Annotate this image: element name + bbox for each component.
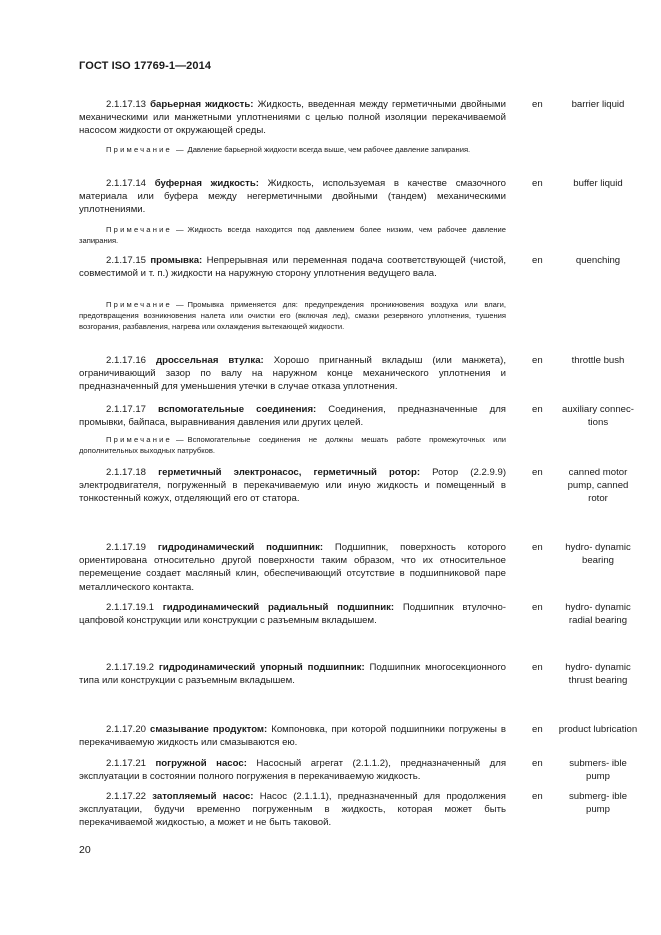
term-name: гидродинамический радиальный подшипник: [162, 602, 395, 613]
term-text: Подшипник многосекционного типа или конструкции с разъемным вкладышем. [79, 662, 507, 687]
term-equivalent: auxiliary connec- tions [562, 404, 634, 429]
term-number: 2.1.17.16 [106, 355, 147, 366]
term-language: en [532, 758, 543, 769]
term-name: затопляемый насос: [152, 791, 254, 802]
term-number: 2.1.17.17 [106, 404, 147, 415]
term-equivalent: quenching [575, 255, 621, 266]
term-equivalent: hydro- dynamic bearing [565, 542, 631, 567]
term-number: 2.1.17.20 [106, 724, 147, 735]
term-definition [79, 757, 506, 783]
term-name: промывка: [150, 255, 203, 266]
term-equivalent: canned motor pump, canned rotor [567, 467, 629, 505]
term-name: погружной насос: [155, 758, 247, 769]
term-text: Подшипник, поверхность которого ориентирована относительно другой поверхности таким образом, что их относительное перемещение создает масляный клин, обеспечивающий отсутствие в подшипниковой паре металлического контакта. [79, 542, 506, 593]
term-definition [79, 354, 506, 394]
term-note: Примечание — Промывка применяется для: предупреждения проникновения воздуха или влаги, предотвращения возникновения налета или очистки его (включая лед), смазки резервного уплотнения, тушения возгорания, разбавления, нагрева или охлаждения вытекающей жидкости. [79, 300, 506, 332]
term-language: en [532, 542, 543, 553]
term-language: en [532, 791, 543, 802]
term-equivalent: hydro- dynamic thrust bearing [565, 662, 631, 687]
term-text: Непрерывная или переменная подача соответствующей (чистой, совместимой и т. п.) жидкости на наружную сторону уплотнения ведущего вала. [79, 255, 507, 280]
term-text: Хорошо пригнанный вкладыш (или манжета), ограничивающий зазор по валу на наружном конце механического уплотнения и предназначенный для уменьшения утечки в случае отказа уплотнения. [79, 355, 506, 393]
term-number: 2.1.17.18 [106, 467, 147, 478]
term-name: гидродинамический упорный подшипник: [158, 662, 365, 673]
note-label: Примечание [106, 300, 172, 309]
term-text: Жидкость, введенная между герметичными двойными механическими или манжетными уплотнениями с целью полной изоляции перекачиваемой насосом жидкости от окружающей среды. [79, 99, 507, 137]
term-definition [79, 403, 506, 429]
note-label: Примечание [106, 145, 172, 154]
term-equivalent: throttle bush [571, 355, 625, 366]
term-name: барьерная жидкость: [150, 99, 254, 110]
term-definition [79, 541, 506, 594]
term-note: Примечание — Вспомогательные соединения не должны мешать работе промежуточных или дополнительных выходных патрубков. [79, 435, 506, 456]
term-equivalent: product lubrication [558, 724, 638, 735]
term-name: дроссельная втулка: [156, 355, 264, 366]
term-name: буферная жидкость: [154, 178, 259, 189]
term-equivalent: barrier liquid [571, 99, 625, 110]
note-text: Вспомогательные соединения не должны мешать работе промежуточных или дополнительных выходных патрубков. [79, 435, 506, 456]
term-number: 2.1.17.19.2 [106, 662, 155, 673]
term-language: en [532, 724, 543, 735]
term-equivalent: submerg- ible pump [568, 791, 628, 816]
term-name: гидродинамический подшипник: [157, 542, 324, 553]
term-definition [79, 601, 506, 627]
term-language: en [532, 255, 543, 266]
term-note: Примечание — Давление барьерной жидкости всегда выше, чем рабочее давление запирания. [79, 144, 506, 155]
note-text: Давление барьерной жидкости всегда выше, чем рабочее давление запирания. [187, 145, 471, 154]
term-definition [79, 466, 506, 506]
term-text: Ротор (2.2.9.9) электродвигателя, погруженный в перекачиваемую или иную жидкость и помещенный в тонкостенный кожух, отделяющий его от статора. [79, 467, 507, 505]
page-number: 20 [79, 844, 91, 856]
term-text: Соединения, предназначенные для промывки, байпаса, выравнивания давления или других целей. [79, 404, 506, 429]
term-definition [79, 177, 506, 217]
term-number: 2.1.17.21 [106, 758, 147, 769]
term-text: Жидкость, используемая в качестве смазочного материала или буфера между негерметичными двойными (тандем) механическими уплотнениями. [79, 178, 506, 216]
term-equivalent: submers- ible pump [569, 758, 627, 783]
term-number: 2.1.17.14 [106, 178, 147, 189]
term-name: герметичный электронасос, герметичный ротор: [158, 467, 421, 478]
note-label: Примечание [106, 435, 172, 444]
term-language: en [532, 662, 543, 673]
term-text: Подшипник втулочно-цапфовой конструкции или конструкции с разъемным вкладышем. [79, 602, 506, 627]
term-definition [79, 98, 506, 138]
term-text: Насосный агрегат (2.1.1.2), предназначенный для эксплуатации в состоянии полного погружения в перекачиваемую жидкость. [79, 758, 507, 783]
term-name: вспомогательные соединения: [158, 404, 317, 415]
term-number: 2.1.17.19 [106, 542, 147, 553]
term-language: en [532, 178, 543, 189]
term-text: Компоновка, при которой подшипники погружены в перекачиваемую жидкость или смазываются ею. [79, 724, 507, 749]
term-equivalent: buffer liquid [573, 178, 623, 189]
term-number: 2.1.17.13 [106, 99, 147, 110]
term-definition [79, 254, 506, 280]
term-number: 2.1.17.19.1 [106, 602, 155, 613]
note-label: Примечание [106, 225, 172, 234]
term-number: 2.1.17.22 [106, 791, 147, 802]
term-definition [79, 790, 506, 830]
term-definition [79, 723, 506, 749]
term-number: 2.1.17.15 [106, 255, 147, 266]
document-header: ГОСТ ISO 17769-1—2014 [79, 60, 212, 72]
term-language: en [532, 602, 543, 613]
term-name: смазывание продуктом: [150, 724, 268, 735]
term-equivalent: hydro- dynamic radial bearing [565, 602, 631, 627]
term-language: en [532, 99, 543, 110]
term-language: en [532, 404, 543, 415]
term-note: Примечание — Жидкость всегда находится под давлением более низким, чем рабочее давление запирания. [79, 225, 506, 246]
term-text: Насос (2.1.1.1), предназначенный для продолжения эксплуатации, будучи временно погруженным в жидкость, которая может быть перекачиваемой жидкостью, а может и не быть таковой. [79, 791, 506, 829]
term-language: en [532, 355, 543, 366]
term-language: en [532, 467, 543, 478]
term-definition [79, 661, 506, 687]
note-text: Жидкость всегда находится под давлением более низким, чем рабочее давление запирания. [79, 225, 506, 246]
note-text: Промывка применяется для: предупреждения проникновения воздуха или влаги, предотвращения возникновения налета или очистки его (включая лед), смазки резервного уплотнения, тушения возгорания, разбавления, нагрева или охлаждения вытекающей жидкости. [79, 300, 506, 332]
